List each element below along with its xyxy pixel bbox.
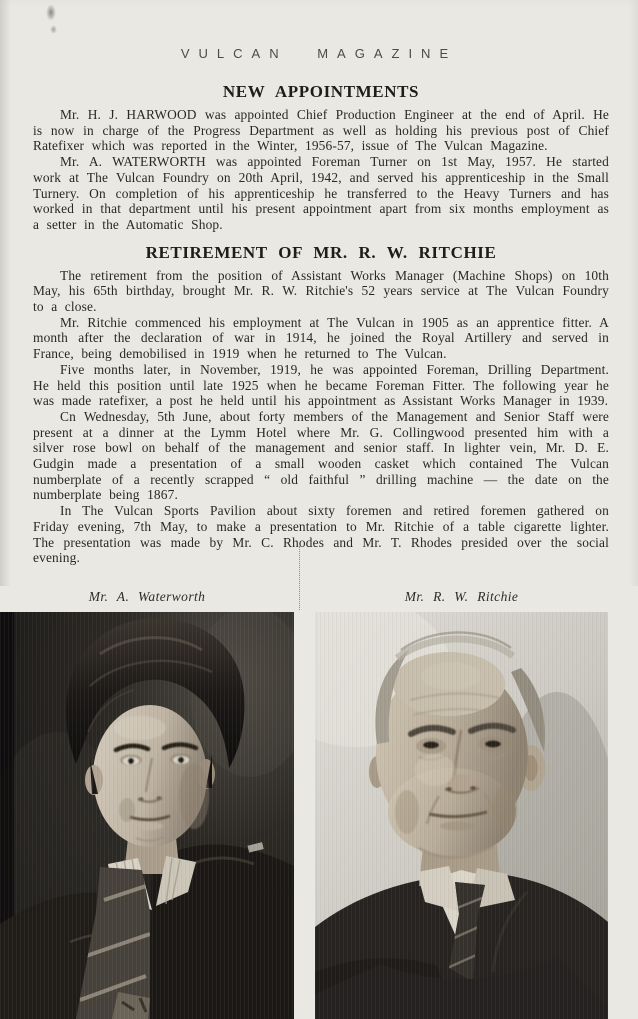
- article-heading-retirement: RETIREMENT OF MR. R. W. RITCHIE: [145, 242, 497, 262]
- ritchie-portrait-photo: [315, 612, 608, 1019]
- paragraph-retirement-5: In The Vulcan Sports Pavilion about sixty foremen and retired foremen gathered on Friday evening, 7th May, to make a presentation to Mr. Ritchie of a table cigarette lighter. The presentation was made by Mr. C. Rhodes and Mr. T. Rhodes presided over the social evening.: [33, 503, 609, 566]
- article-heading-new-appointments: NEW APPOINTMENTS: [222, 82, 420, 101]
- paragraph-retirement-1: The retirement from the position of Assistant Works Manager (Machine Shops) on 10th May, his 65th birthday, brought Mr. R. W. Ritchie's 52 years service at The Vulcan Foundry to a close.: [33, 267, 609, 315]
- photo-row: [0, 612, 638, 1019]
- photo-figures: [0, 586, 638, 1019]
- photo-caption-waterworth: Mr. A. Waterworth: [88, 589, 206, 604]
- caption-row: [0, 586, 638, 610]
- article-new-appointments: [33, 83, 609, 233]
- paragraph-retirement-3: Five months later, in November, 1919, he was appointed Foreman, Drilling Department. He held this position until late 1925 when he became Foreman Fitter. The following year he was made ratefixer, a post he held until his appointment as Assistant Works Manager in 1939.: [33, 361, 609, 409]
- paragraph-waterworth: Mr. A. WATERWORTH was appointed Foreman Turner on 1st May, 1957. He started work at The Vulcan Foundry on 20th April, 1942, and served his apprenticeship in the Small Turnery. On completion of his apprenticeship he transferred to the Heavy Turners and has worked in that department until his present appointment apart from six months employment as a setter in the Automatic Shop.: [33, 154, 609, 232]
- ritchie-portrait-svg: [315, 612, 608, 1019]
- photo-caption-ritchie: Mr. R. W. Ritchie: [404, 589, 519, 604]
- text-column: [0, 83, 638, 566]
- paragraph-harwood: Mr. H. J. HARWOOD was appointed Chief Production Engineer at the end of April. He is now in charge of the Progress Department as well as holding his previous post of Chief Ratefixer which was reported in the Winter, 1956-57, issue of The Vulcan Magazine.: [33, 107, 609, 154]
- article-retirement: [33, 244, 609, 566]
- masthead-title: VULCAN MAGAZINE: [180, 46, 458, 61]
- waterworth-portrait-photo: [0, 612, 294, 1019]
- paragraph-retirement-2: Mr. Ritchie commenced his employment at The Vulcan in 1905 as an apprentice fitter. A month after the declaration of war in 1914, he joined the Royal Artillery and served in France, being demobilised in 1919 when he returned to The Vulcan.: [33, 314, 609, 362]
- paragraph-retirement-4: Cn Wednesday, 5th June, about forty members of the Management and Senior Staff were present at a dinner at the Lymm Hotel where Mr. G. Collingwood presented him with a silver rose bowl on behalf of the management and senior staff. In lighter vein, Mr. D. E. Gudgin made a presentation of a small wooden casket which contained The Vulcan numberplate of a recently scrapped “ old faithful ” drilling machine — the date on the numberplate being 1867.: [33, 408, 609, 503]
- waterworth-portrait-svg: [0, 612, 294, 1019]
